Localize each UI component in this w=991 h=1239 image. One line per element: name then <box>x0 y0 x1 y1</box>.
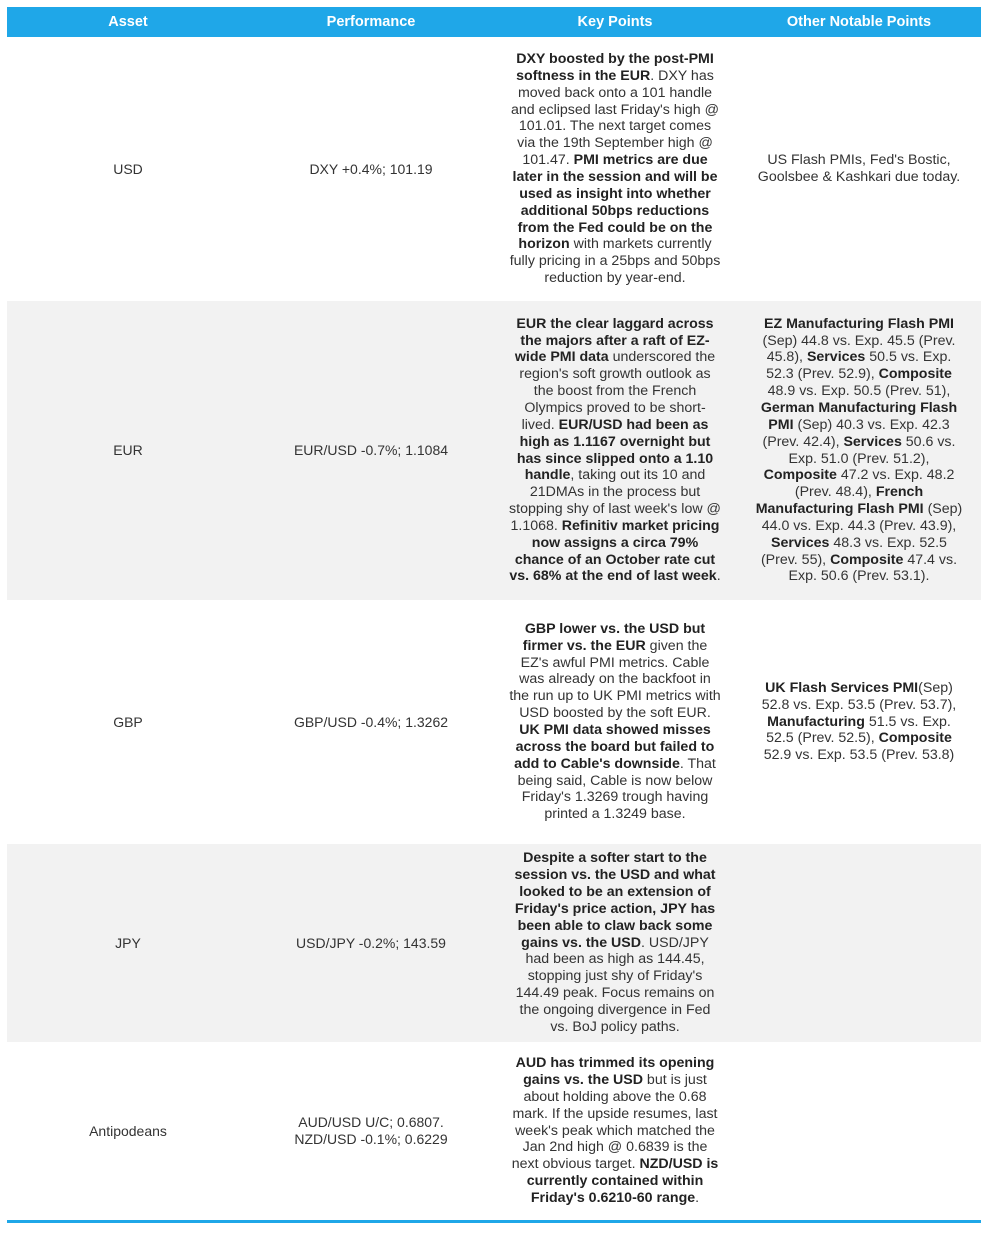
bold-text-segment: Manufacturing <box>767 713 865 730</box>
asset-cell: Antipodeans <box>7 1042 249 1220</box>
performance-cell: DXY +0.4%; 101.19 <box>249 37 493 301</box>
bold-text-segment: Composite <box>878 366 952 383</box>
other-notable-points-cell <box>737 1042 981 1220</box>
bold-text-segment: Services <box>806 349 866 366</box>
bold-text-segment: Services <box>843 433 902 450</box>
table-body <box>7 37 981 1220</box>
text-segment: . DXY has moved back onto a 101 handle and eclipsed last Friday's high @ 101.01. The next target comes via the 19th September high @ 101.47. <box>511 67 719 169</box>
text-segment: given the EZ's awful PMI metrics. Cable was already on the backfoot in the run up to UK PMI metrics with USD boosted by the soft EUR. <box>509 637 721 722</box>
text-segment: 47.2 vs. Exp. 48.2 (Prev. 48.4), <box>794 467 955 501</box>
key-points-cell <box>493 1042 737 1220</box>
text-segment: 52.9 vs. Exp. 53.5 (Prev. 53.8) <box>763 747 955 764</box>
text-segment: 50.5 vs. Exp. 52.3 (Prev. 52.9), <box>766 349 952 383</box>
bold-text-segment: EZ Manufacturing Flash PMI <box>764 315 954 332</box>
fx-summary-table <box>7 7 981 1220</box>
bold-text-segment: French Manufacturing Flash PMI <box>755 484 924 518</box>
text-segment: 48.3 vs. Exp. 52.5 (Prev. 55), <box>760 534 947 568</box>
table-row-gbp <box>7 600 981 844</box>
asset-cell: EUR <box>7 301 249 600</box>
performance-text: AUD/USD U/C; 0.6807. NZD/USD -0.1%; 0.6229 <box>294 1114 448 1147</box>
asset-cell: GBP <box>7 600 249 844</box>
header-asset: Asset <box>7 7 249 37</box>
performance-cell: USD/JPY -0.2%; 143.59 <box>249 844 493 1042</box>
text-segment: 51.5 vs. Exp. 52.5 (Prev. 52.5), <box>766 713 951 747</box>
header-performance: Performance <box>249 7 493 37</box>
text-segment: 47.4 vs. Exp. 50.6 (Prev. 53.1). <box>788 551 958 585</box>
bold-text-segment: UK Flash Services PMI <box>765 679 919 696</box>
bold-text-segment: EUR/USD had been as high as 1.1167 overnight but has since slipped onto a 1.10 handle <box>516 416 714 484</box>
text-segment: (Sep) 40.3 vs. Exp. 42.3 (Prev. 42.4), <box>762 416 950 450</box>
table-row-antipodeans <box>7 1042 981 1220</box>
asset-cell: JPY <box>7 844 249 1042</box>
table-row-jpy <box>7 844 981 1042</box>
text-segment: underscored the region's soft growth outlook as the boost from the French Olympics proved to be short-lived. <box>519 349 716 433</box>
key-points-cell <box>493 301 737 600</box>
other-notable-points-cell <box>737 301 981 600</box>
key-points-text <box>509 1055 721 1207</box>
other-notable-points-text <box>754 152 964 186</box>
key-points-cell <box>493 600 737 844</box>
key-points-text <box>509 51 721 287</box>
other-notable-points-text <box>754 680 964 764</box>
bold-text-segment: AUD has trimmed its opening gains vs. the USD <box>515 1055 715 1089</box>
text-segment: with markets currently fully pricing in a 25bps and 50bps reduction by year-end. <box>509 236 721 287</box>
other-notable-points-cell <box>737 844 981 1042</box>
bold-text-segment: Refinitiv market pricing now assigns a circa 79% chance of an October rate cut vs. 68% at the end of last week <box>509 517 720 585</box>
text-segment: . <box>695 1189 700 1206</box>
bold-text-segment: DXY boosted by the post-PMI softness in the EUR <box>516 51 714 84</box>
table-row-usd <box>7 37 981 301</box>
bold-text-segment: Services <box>771 534 830 551</box>
performance-cell <box>249 1042 493 1220</box>
text-segment: (Sep) 44.8 vs. Exp. 45.5 (Prev. 45.8), <box>762 332 956 366</box>
key-points-text <box>509 316 721 586</box>
bold-text-segment: UK PMI data showed misses across the board but failed to add to Cable's downside <box>514 722 715 772</box>
key-points-cell <box>493 844 737 1042</box>
text-segment: , taking out its 10 and 21DMAs in the process but stopping shy of last week's low @ 1.1068. <box>509 467 721 534</box>
key-points-text <box>509 621 721 823</box>
other-notable-points-text <box>754 316 964 586</box>
other-notable-points-cell <box>737 37 981 301</box>
key-points-text <box>509 850 721 1035</box>
text-segment: 48.9 vs. Exp. 50.5 (Prev. 51), <box>767 383 951 400</box>
bold-text-segment: EUR the clear laggard across the majors after a raft of EZ-wide PMI data <box>514 315 714 366</box>
performance-cell: EUR/USD -0.7%; 1.1084 <box>249 301 493 600</box>
bold-text-segment: German Manufacturing Flash PMI <box>760 399 958 433</box>
bold-text-segment: Composite <box>763 467 837 484</box>
header-row <box>7 7 981 37</box>
text-segment: (Sep) 52.8 vs. Exp. 53.5 (Prev. 53.7), <box>761 679 957 713</box>
bold-text-segment: PMI metrics are due later in the session and will be used as insight into whether additional 50bps reductions from the Fed could be on the horizon <box>512 152 718 253</box>
bold-text-segment: GBP lower vs. the USD but firmer vs. the EUR <box>522 620 706 654</box>
performance-cell: GBP/USD -0.4%; 1.3262 <box>249 600 493 844</box>
other-notable-points-cell <box>737 600 981 844</box>
table-row-eur <box>7 301 981 600</box>
table-header <box>7 7 981 37</box>
bold-text-segment: Composite <box>878 730 952 747</box>
header-other-notable-points: Other Notable Points <box>737 7 981 37</box>
fx-summary-table-container <box>7 7 981 1223</box>
header-key-points: Key Points <box>493 7 737 37</box>
text-segment: but is just about holding above the 0.68 mark. If the upside resumes, last week's peak which matched the Jan 2nd high @ 0.6839 is the next obvious target. <box>511 1072 718 1173</box>
text-segment: . USD/JPY had been as high as 144.45, stopping just shy of Friday's 144.49 peak. Focus remains on the ongoing divergence in Fed vs. BoJ policy paths. <box>515 934 715 1035</box>
table-bottom-rule <box>7 1220 981 1223</box>
key-points-cell <box>493 37 737 301</box>
text-segment: . <box>716 568 721 585</box>
bold-text-segment: Composite <box>830 551 904 568</box>
text-segment: (Sep) 44.0 vs. Exp. 44.3 (Prev. 43.9), <box>761 501 963 534</box>
asset-cell: USD <box>7 37 249 301</box>
bold-text-segment: Despite a softer start to the session vs. the USD and what looked to be an extension of Friday's price action, JPY has been able to claw back some gains vs. the USD <box>514 850 716 951</box>
bold-text-segment: NZD/USD is currently contained within Friday's 0.6210-60 range <box>526 1156 719 1206</box>
text-segment: 50.6 vs. Exp. 51.0 (Prev. 51.2), <box>788 433 956 467</box>
text-segment: . That being said, Cable is now below Friday's 1.3269 trough having printed a 1.3249 base. <box>517 755 716 823</box>
text-segment: US Flash PMIs, Fed's Bostic, Goolsbee & Kashkari due today. <box>757 152 961 185</box>
